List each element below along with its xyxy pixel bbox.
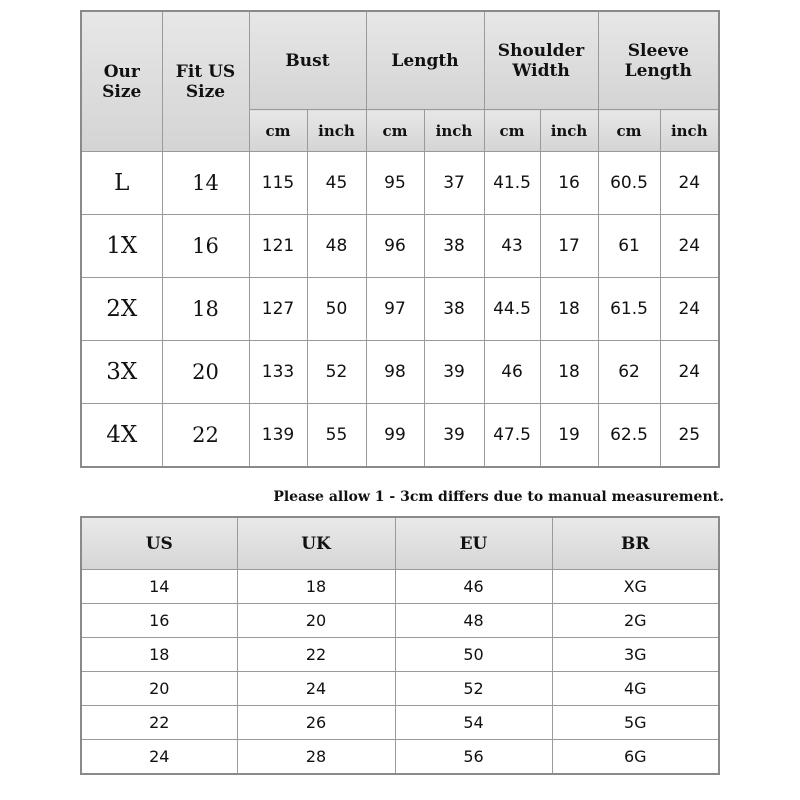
fit-us-size-cell: 20	[162, 341, 249, 404]
unit-header: cm	[598, 110, 660, 152]
header-eu: EU	[395, 517, 552, 570]
header-fit-us-size: Fit US Size	[162, 11, 249, 152]
header-bust: Bust	[249, 11, 366, 110]
fit-us-size-cell: 22	[162, 404, 249, 468]
table-row	[81, 152, 719, 215]
conversion-cell: 18	[81, 638, 237, 672]
table-row	[81, 215, 719, 278]
measurement-cell: 61.5	[598, 278, 660, 341]
our-size-cell: 3X	[81, 341, 162, 404]
unit-header: inch	[540, 110, 598, 152]
conversion-cell: 16	[81, 604, 237, 638]
measurement-cell: 55	[307, 404, 366, 468]
unit-header: inch	[424, 110, 484, 152]
size-conversion-table	[80, 516, 720, 775]
table-row	[81, 638, 719, 672]
conversion-cell: 14	[81, 570, 237, 604]
conversion-cell: 4G	[552, 672, 719, 706]
measurement-cell: 45	[307, 152, 366, 215]
measurement-cell: 121	[249, 215, 307, 278]
our-size-cell: L	[81, 152, 162, 215]
conversion-cell: 46	[395, 570, 552, 604]
table-row	[81, 706, 719, 740]
measurement-cell: 38	[424, 215, 484, 278]
unit-header: inch	[307, 110, 366, 152]
fit-us-size-cell: 14	[162, 152, 249, 215]
measurement-cell: 24	[660, 341, 719, 404]
measurement-cell: 16	[540, 152, 598, 215]
our-size-cell: 4X	[81, 404, 162, 468]
table-row	[81, 570, 719, 604]
measurement-cell: 38	[424, 278, 484, 341]
conversion-cell: 48	[395, 604, 552, 638]
header-length: Length	[366, 11, 484, 110]
header-sleeve-length: Sleeve Length	[598, 11, 719, 110]
conversion-cell: 24	[81, 740, 237, 775]
table-row	[81, 672, 719, 706]
measurement-cell: 115	[249, 152, 307, 215]
conversion-cell: 24	[237, 672, 395, 706]
header-shoulder-width: Shoulder Width	[484, 11, 598, 110]
header-uk: UK	[237, 517, 395, 570]
conversion-cell: 28	[237, 740, 395, 775]
size-chart-table	[80, 10, 720, 468]
measurement-cell: 50	[307, 278, 366, 341]
size-chart-body	[81, 152, 719, 468]
fit-us-size-cell: 18	[162, 278, 249, 341]
measurement-cell: 133	[249, 341, 307, 404]
conversion-cell: 22	[81, 706, 237, 740]
measurement-cell: 39	[424, 404, 484, 468]
conversion-cell: 6G	[552, 740, 719, 775]
measurement-cell: 127	[249, 278, 307, 341]
fit-us-size-cell: 16	[162, 215, 249, 278]
table-row	[81, 404, 719, 468]
conversion-cell: 5G	[552, 706, 719, 740]
measurement-cell: 97	[366, 278, 424, 341]
conversion-cell: 20	[81, 672, 237, 706]
header-us: US	[81, 517, 237, 570]
conversion-cell: 22	[237, 638, 395, 672]
measurement-cell: 25	[660, 404, 719, 468]
conversion-cell: 50	[395, 638, 552, 672]
measurement-cell: 139	[249, 404, 307, 468]
measurement-cell: 24	[660, 215, 719, 278]
measurement-cell: 98	[366, 341, 424, 404]
measurement-cell: 99	[366, 404, 424, 468]
table-row	[81, 278, 719, 341]
measurement-cell: 24	[660, 278, 719, 341]
measurement-cell: 37	[424, 152, 484, 215]
measurement-cell: 19	[540, 404, 598, 468]
measurement-cell: 43	[484, 215, 540, 278]
measurement-note: Please allow 1 - 3cm differs due to manual measurement.	[273, 489, 724, 505]
measurement-cell: 96	[366, 215, 424, 278]
unit-header: cm	[249, 110, 307, 152]
conversion-cell: 52	[395, 672, 552, 706]
table-row	[81, 740, 719, 775]
measurement-cell: 17	[540, 215, 598, 278]
measurement-cell: 46	[484, 341, 540, 404]
conversion-cell: 2G	[552, 604, 719, 638]
measurement-cell: 18	[540, 341, 598, 404]
conversion-cell: 54	[395, 706, 552, 740]
measurement-cell: 41.5	[484, 152, 540, 215]
measurement-cell: 39	[424, 341, 484, 404]
conversion-cell: 26	[237, 706, 395, 740]
measurement-cell: 24	[660, 152, 719, 215]
conversion-cell: XG	[552, 570, 719, 604]
measurement-cell: 47.5	[484, 404, 540, 468]
unit-header: inch	[660, 110, 719, 152]
table-row	[81, 604, 719, 638]
table-row	[81, 341, 719, 404]
measurement-cell: 60.5	[598, 152, 660, 215]
measurement-cell: 95	[366, 152, 424, 215]
measurement-cell: 52	[307, 341, 366, 404]
our-size-cell: 2X	[81, 278, 162, 341]
unit-header: cm	[366, 110, 424, 152]
measurement-cell: 48	[307, 215, 366, 278]
unit-header: cm	[484, 110, 540, 152]
our-size-cell: 1X	[81, 215, 162, 278]
conversion-body	[81, 570, 719, 775]
header-our-size: Our Size	[81, 11, 162, 152]
conversion-cell: 56	[395, 740, 552, 775]
measurement-cell: 44.5	[484, 278, 540, 341]
measurement-cell: 61	[598, 215, 660, 278]
measurement-cell: 62	[598, 341, 660, 404]
measurement-cell: 62.5	[598, 404, 660, 468]
measurement-cell: 18	[540, 278, 598, 341]
header-br: BR	[552, 517, 719, 570]
conversion-cell: 18	[237, 570, 395, 604]
conversion-cell: 20	[237, 604, 395, 638]
conversion-cell: 3G	[552, 638, 719, 672]
